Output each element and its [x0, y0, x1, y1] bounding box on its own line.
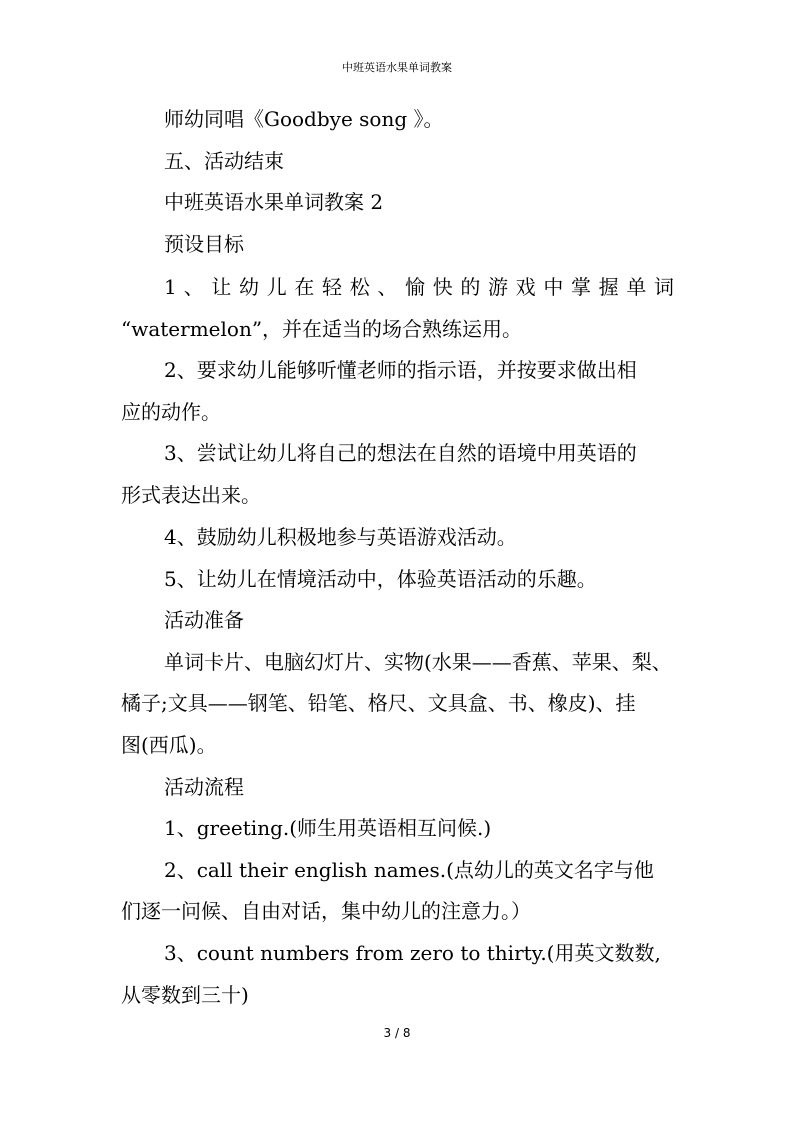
section-heading: 预设目标	[164, 232, 244, 256]
text-line: 2、要求幼儿能够听懂老师的指示语，并按要求做出相	[164, 358, 637, 382]
text-line: 1 、 让 幼 儿 在 轻 松 、 愉 快 的 游 戏 中 掌 握 单 词	[164, 275, 674, 299]
text-line: 2、call their english names.(点幼儿的英文名字与他	[164, 858, 654, 882]
text-line: 3、count numbers from zero to thirty.(用英文数数,	[164, 941, 661, 965]
text-line: 1、greeting.(师生用英语相互问候.)	[164, 816, 492, 840]
section-heading: 五、活动结束	[164, 149, 284, 173]
text-line: 从零数到三十)	[121, 983, 249, 1007]
text-line: 形式表达出来。	[121, 483, 261, 507]
text-line: 师幼同唱《Goodbye song 》。	[164, 107, 444, 131]
text-line: “watermelon”，并在适当的场合熟练运用。	[121, 317, 523, 341]
text-line: 们逐一问候、自由对话，集中幼儿的注意力。）	[121, 899, 531, 923]
section-heading: 中班英语水果单词教案 2	[164, 190, 384, 214]
text-line: 5、让幼儿在情境活动中，体验英语活动的乐趣。	[164, 567, 597, 591]
text-line: 3、尝试让幼儿将自己的想法在自然的语境中用英语的	[164, 441, 637, 465]
page-number: 3 / 8	[383, 1026, 411, 1040]
text-line: 应的动作。	[121, 400, 221, 424]
text-line: 橘子;文具——钢笔、铅笔、格尺、文具盒、书、橡皮)、挂	[121, 691, 636, 715]
text-line: 单词卡片、电脑幻灯片、实物(水果——香蕉、苹果、梨、	[164, 650, 672, 674]
section-heading: 活动准备	[164, 608, 244, 632]
section-heading: 活动流程	[164, 775, 244, 799]
text-line: 4、鼓励幼儿积极地参与英语游戏活动。	[164, 525, 517, 549]
text-line: 图(西瓜)。	[121, 733, 217, 757]
page-header: 中班英语水果单词教案	[342, 61, 452, 74]
